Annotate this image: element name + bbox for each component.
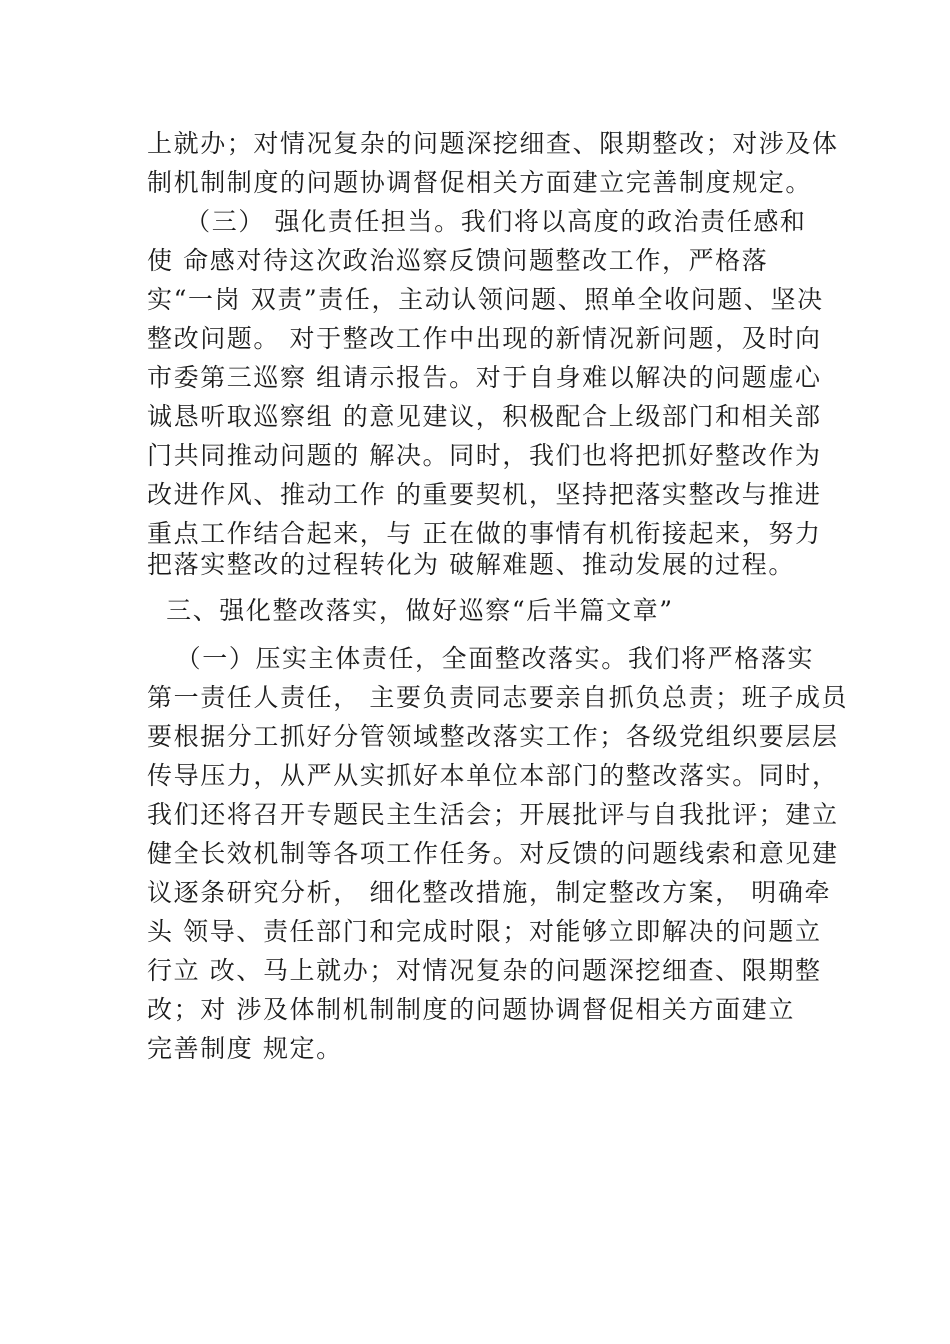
text-line: （一）压实主体责任，全面整改落实。我们将严格落实 xyxy=(147,644,815,673)
text-line: 第一责任人责任， 主要负责同志要亲自抓负总责；班子成员 xyxy=(147,683,849,712)
text-line: 重点工作结合起来，与 正在做的事情有机衔接起来，努力 xyxy=(147,519,822,548)
text-line: 市委第三巡察 组请示报告。对于自身难以解决的问题虚心 xyxy=(147,363,822,392)
text-line: 实“一岗 双责”责任，主动认领问题、照单全收问题、坚决 xyxy=(147,285,824,314)
section-heading: 三、强化整改落实，做好巡察“后半篇文章” xyxy=(147,596,674,625)
text-line: 门共同推动问题的 解决。同时，我们也将把抓好整改作为 xyxy=(147,441,822,470)
text-line: 头 领导、责任部门和完成时限；对能够立即解决的问题立 xyxy=(147,917,822,946)
text-line: 行立 改、马上就办；对情况复杂的问题深挖细查、限期整 xyxy=(147,956,822,985)
text-line: 完善制度 规定。 xyxy=(147,1034,343,1063)
text-line: 改；对 涉及体制机制制度的问题协调督促相关方面建立 xyxy=(147,995,795,1024)
text-line: 上就办；对情况复杂的问题深挖细查、限期整改；对涉及体 xyxy=(147,129,839,158)
text-line: 要根据分工抓好分管领域整改落实工作；各级党组织要层层 xyxy=(147,722,839,751)
text-line: 整改问题。 对于整改工作中出现的新情况新问题，及时向 xyxy=(147,324,822,353)
text-line: 改进作风、推动工作 的重要契机，坚持把落实整改与推进 xyxy=(147,480,822,509)
text-line: 制机制制度的问题协调督促相关方面建立完善制度规定。 xyxy=(147,168,813,197)
text-line: 健全长效机制等各项工作任务。对反馈的问题线索和意见建 xyxy=(147,839,839,868)
text-line: 议逐条研究分析， 细化整改措施，制定整改方案， 明确牵 xyxy=(147,878,832,907)
text-line: 使 命感对待这次政治巡察反馈问题整改工作，严格落 xyxy=(147,246,769,275)
text-line: 诚恳听取巡察组 的意见建议，积极配合上级部门和相关部 xyxy=(147,402,822,431)
text-line: 传导压力，从严从实抓好本单位本部门的整改落实。同时， xyxy=(147,761,839,790)
text-line: 把落实整改的过程转化为 破解难题、推动发展的过程。 xyxy=(147,550,795,579)
text-line: （三） 强化责任担当。我们将以高度的政治责任感和 xyxy=(147,207,807,236)
text-line: 我们还将召开专题民主生活会；开展批评与自我批评；建立 xyxy=(147,800,839,829)
